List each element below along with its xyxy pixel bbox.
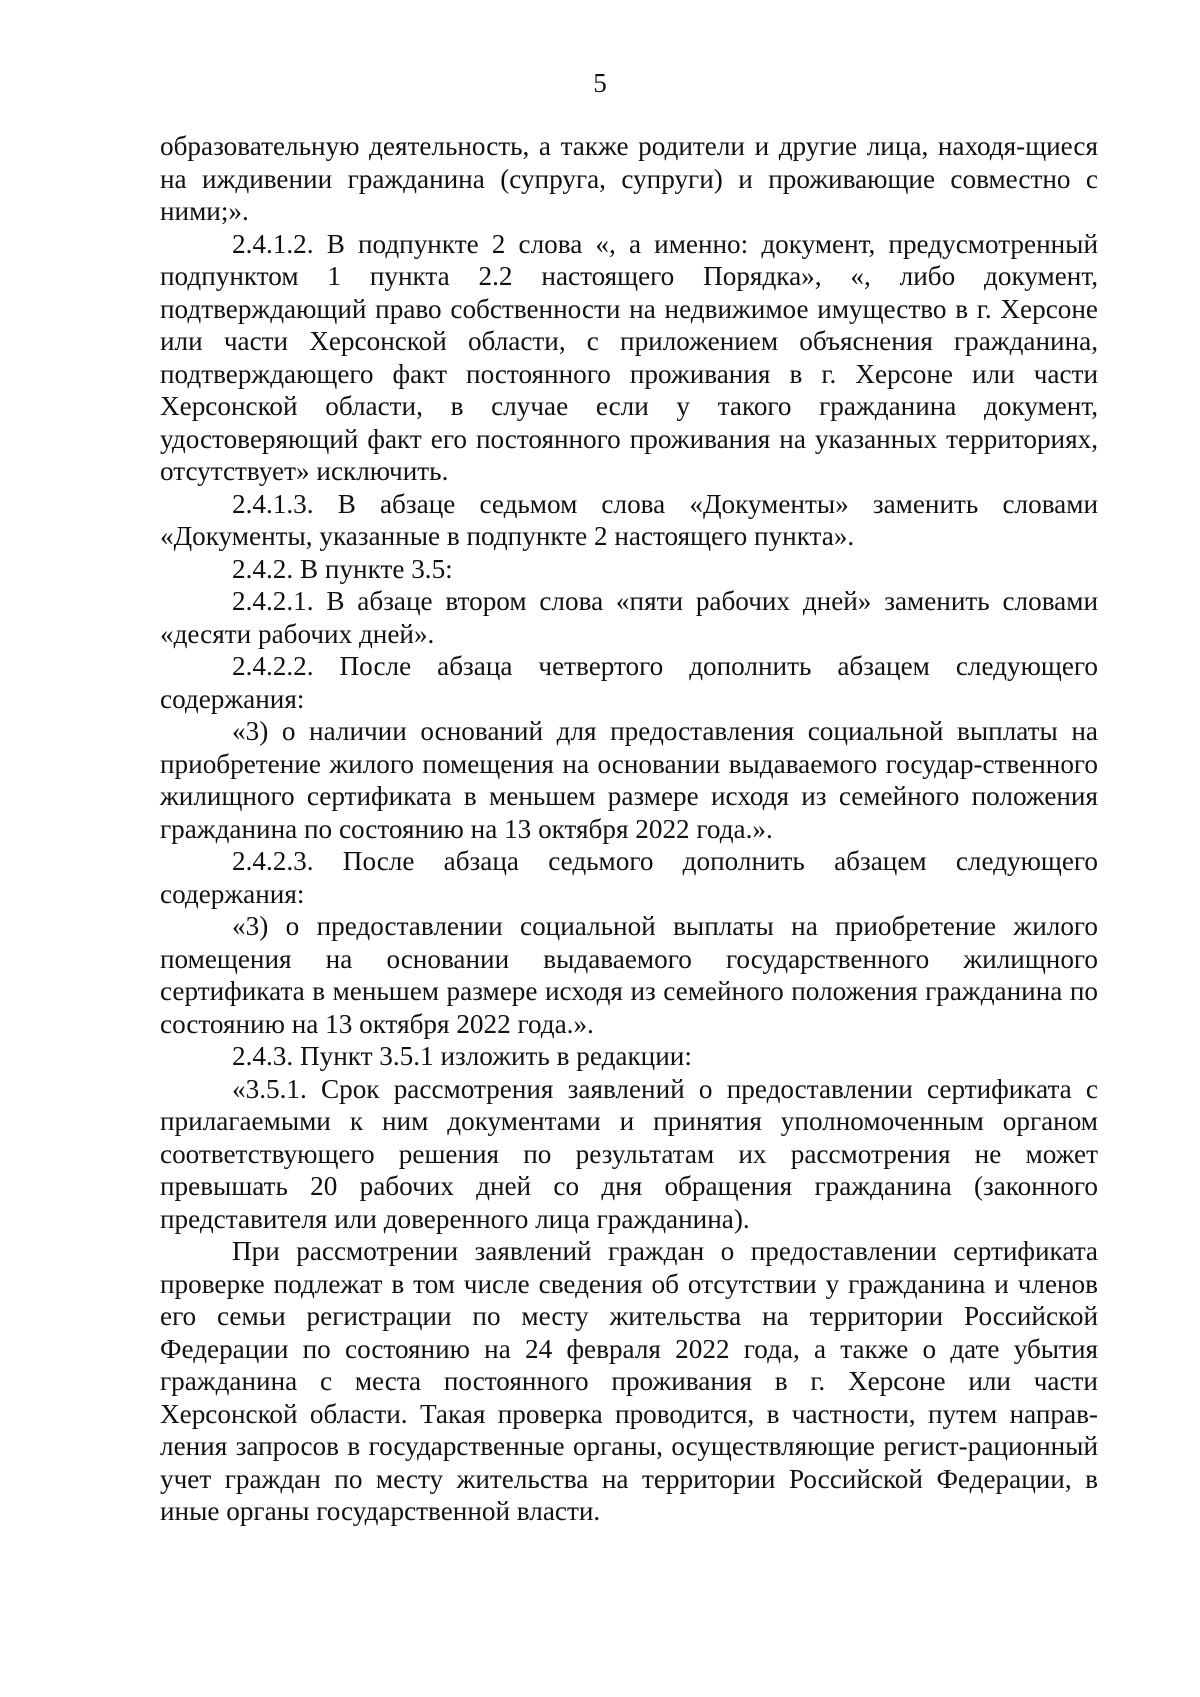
paragraph: образовательную деятельность, а также родители и другие лица, находя-щиеся на иждивении гражданина (супруга, супруги) и проживающие совместно с ними;». <box>160 131 1098 226</box>
paragraph: 2.4.1.3. В абзаце седьмом слова «Документы» заменить словами «Документы, указанные в подпункте 2 настоящего пункта». <box>160 488 1098 551</box>
document-body <box>160 130 1098 1528</box>
page-number: 5 <box>593 68 607 98</box>
paragraph: «3.5.1. Срок рассмотрения заявлений о предоставлении сертификата с прилагаемыми к ним документами и принятия уполномоченным органом соответствующего решения по результатам их рассмотрения не может превышать 20 рабочих дней со дня обращения гражданина (законного представителя или доверенного лица гражданина). <box>160 1073 1098 1234</box>
paragraph: «3) о предоставлении социальной выплаты на приобретение жилого помещения на основании выдаваемого государственного жилищного сертификата в меньшем размере исходя из семейного положения гражданина по состоянию на 13 октября 2022 года.». <box>160 911 1098 1039</box>
paragraph: «3) о наличии оснований для предоставления социальной выплаты на приобретение жилого помещения на основании выдаваемого государ-ственного жилищного сертификата в меньшем размере исходя из семейного положения гражданина по состоянию на 13 октября 2022 года.». <box>160 716 1098 844</box>
paragraph: 2.4.3. Пункт 3.5.1 изложить в редакции: <box>232 1041 692 1071</box>
paragraph: 2.4.2. В пункте 3.5: <box>232 553 453 584</box>
paragraph: 2.4.2.1. В абзаце втором слова «пяти рабочих дней» заменить словами «десяти рабочих дней». <box>160 586 1098 649</box>
paragraph: 2.4.1.2. В подпункте 2 слова «, а именно: документ, предусмотренный подпунктом 1 пункта 2.2 настоящего Порядка», «, либо документ, подтверждающий право собственности на недвижимое имущество в г. Херсоне или части Херсонской области, с приложением объяснения гражданина, подтверждающего факт постоянного проживания в г. Херсоне или части Херсонской области, в случае если у такого гражданина документ, удостоверяющий факт его постоянного проживания на указанных территориях, отсутствует» исключить. <box>160 228 1098 486</box>
paragraph: 2.4.2.2. После абзаца четвертого дополнить абзацем следующего содержания: <box>160 651 1098 714</box>
paragraph: 2.4.2.3. После абзаца седьмого дополнить абзацем следующего содержания: <box>160 846 1098 909</box>
paragraph: При рассмотрении заявлений граждан о предоставлении сертификата проверке подлежат в том числе сведения об отсутствии у гражданина и членов его семьи регистрации по месту жительства на территории Российской Федерации по состоянию на 24 февраля 2022 года, а также о дате убытия гражданина с места постоянного проживания в г. Херсоне или части Херсонской области. Такая проверка проводится, в частности, путем направ-ления запросов в государственные органы, осуществляющие регист-рационный учет граждан по месту жительства на территории Российской Федерации, в иные органы государственной власти. <box>160 1236 1098 1526</box>
